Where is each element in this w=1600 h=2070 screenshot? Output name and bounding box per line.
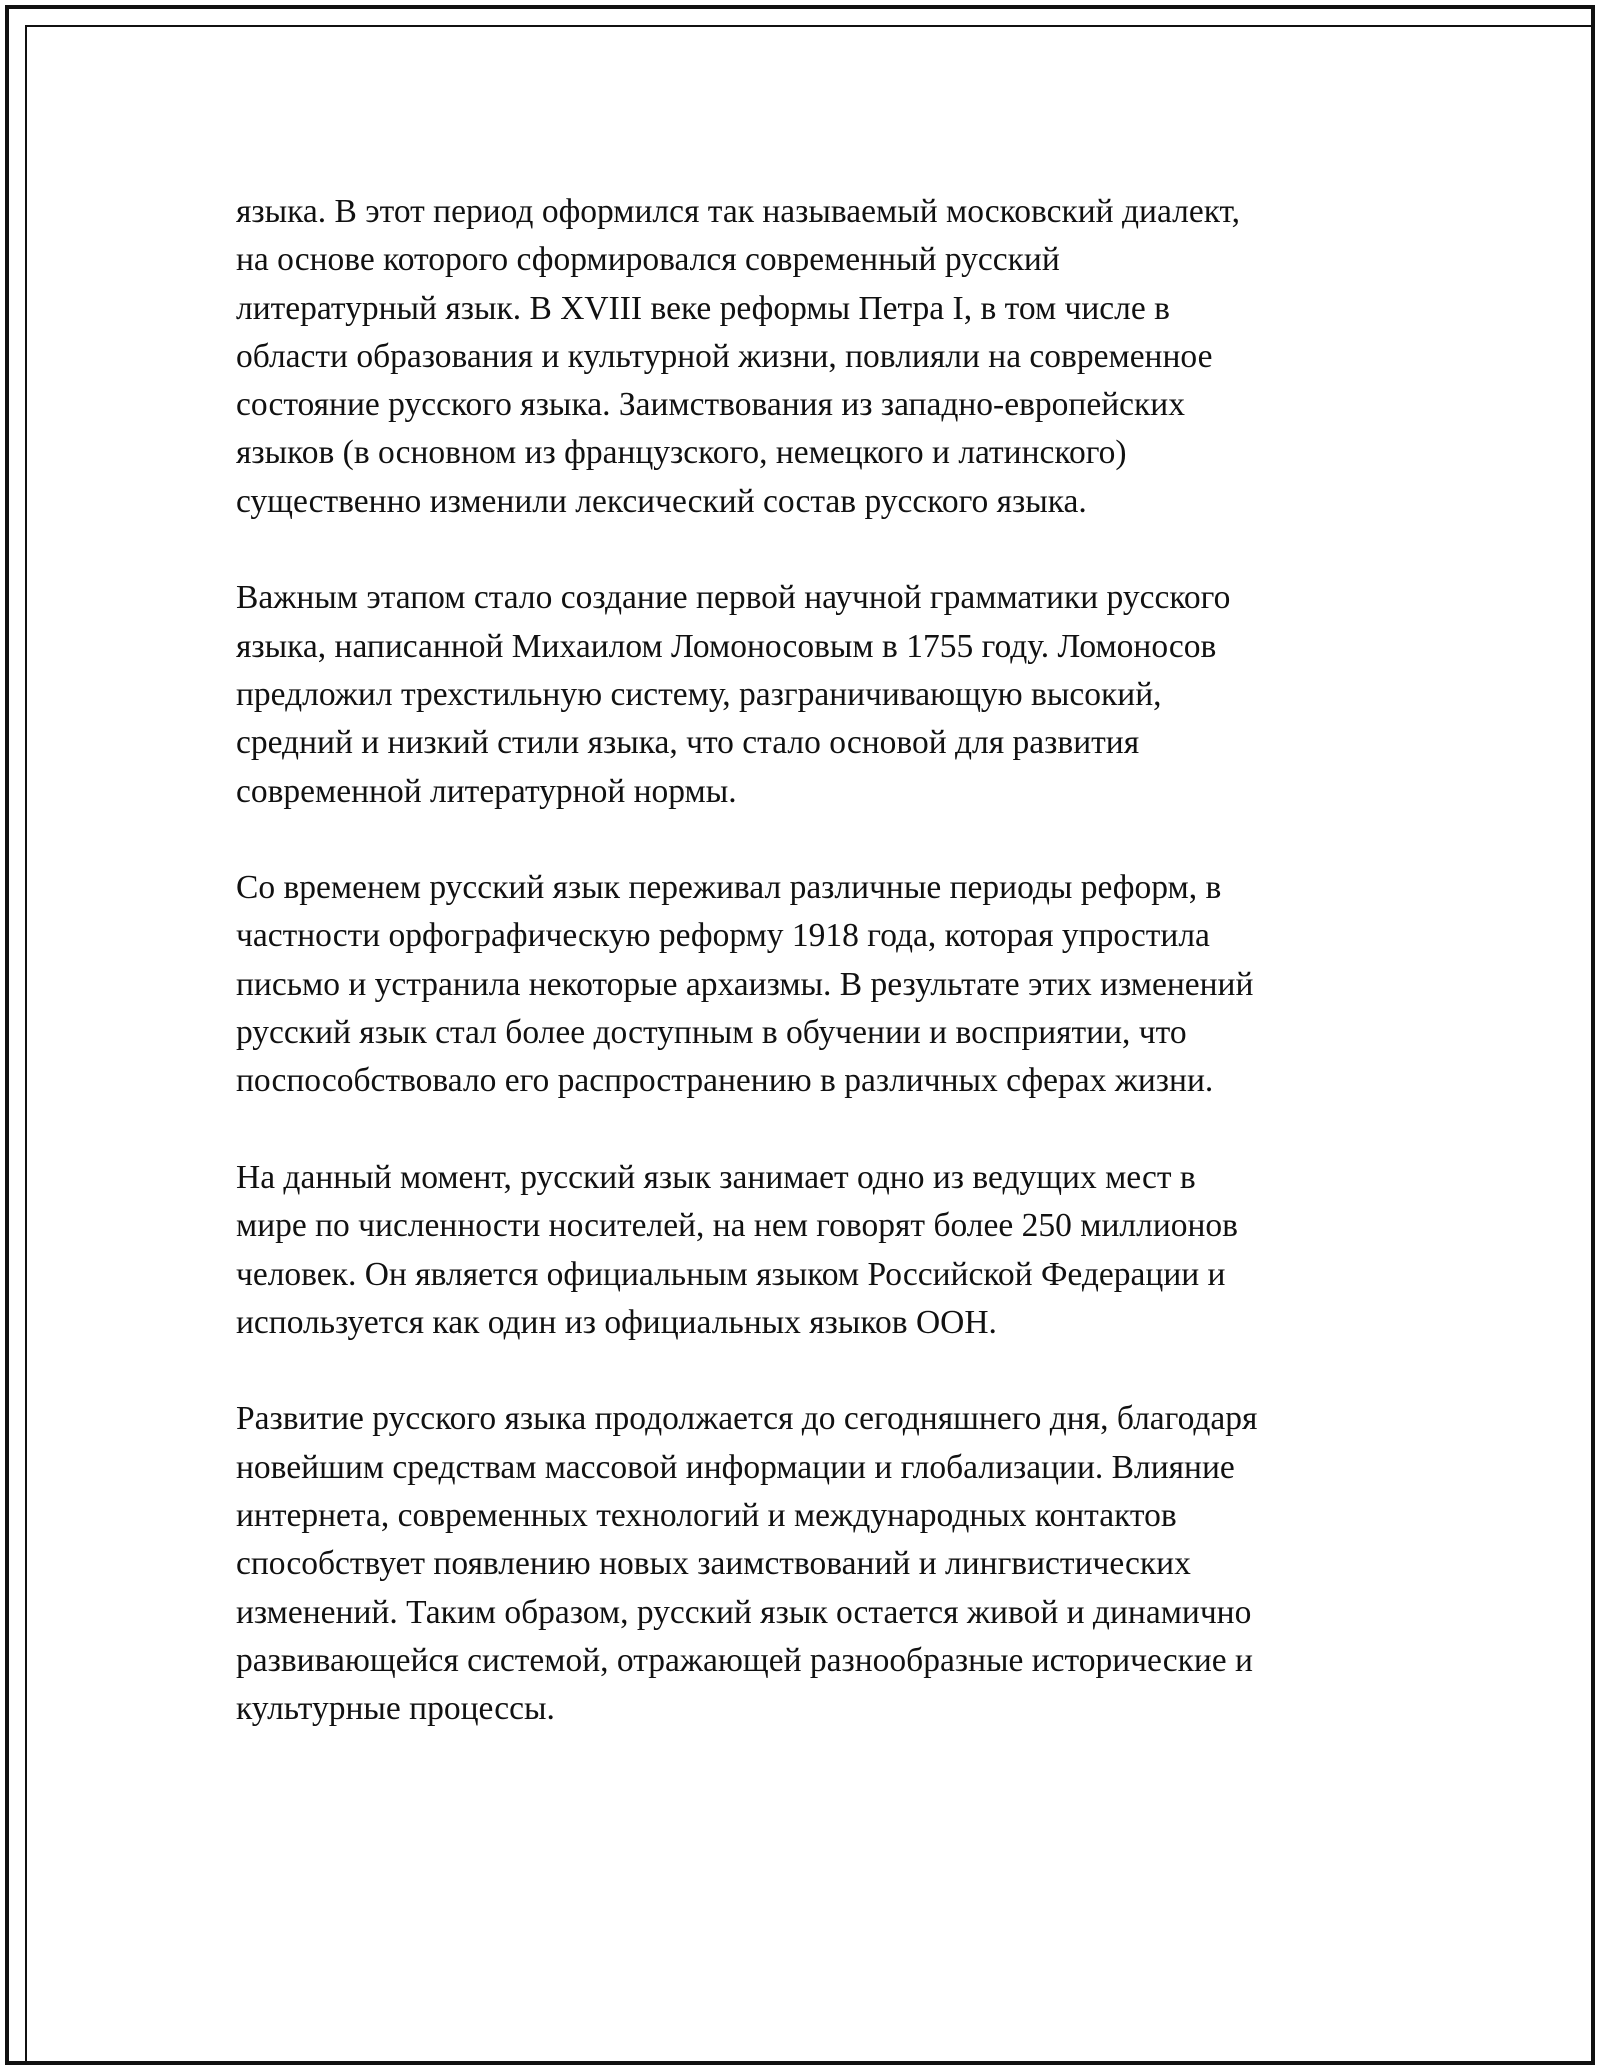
document-body (236, 188, 1376, 1782)
paragraph-5: Развитие русского языка продолжается до сегодняшнего дня, благодаря новейшим средствам массовой информации и глобализации. Влияние интернета, современных технологий и международных контактов способствует появлению новых заимствований и лингвистических изменений. Таким образом, русский язык остается живой и динамично развивающейся системой, отражающей разнообразные исторические и культурные процессы. (236, 1400, 1258, 1728)
paragraph-1: языка. В этот период оформился так называемый московский диалект, на основе которого сформировался современный русский литературный язык. В XVIII веке реформы Петра I, в том числе в области образования и культурной жизни, повлияли на современное состояние русского языка. Заимствования из западно-европейских языков (в основном из французского, немецкого и латинского) существенно изменили лексический состав русского языка. (236, 193, 1241, 520)
paragraph-4: На данный момент, русский язык занимает одно из ведущих мест в мире по численности носителей, на нем говорят более 250 миллионов человек. Он является официальным языком Российской Федерации и используется как один из официальных языков ООН. (236, 1158, 1238, 1341)
paragraph-2: Важным этапом стало создание первой научной грамматики русского языка, написанной Михаилом Ломоносовым в 1755 году. Ломоносов предложил трехстильную систему, разграничивающую высокий, средний и низкий стили языка, что стало основой для развития современной литературной нормы. (236, 579, 1231, 810)
paragraph-3: Со временем русский язык переживал различные периоды реформ, в частности орфографическую реформу 1918 года, которая упростила письмо и устранила некоторые архаизмы. В результате этих изменений русский язык стал более доступным в обучении и восприятии, что поспособствовало его распространению в различных сферах жизни. (236, 869, 1254, 1100)
